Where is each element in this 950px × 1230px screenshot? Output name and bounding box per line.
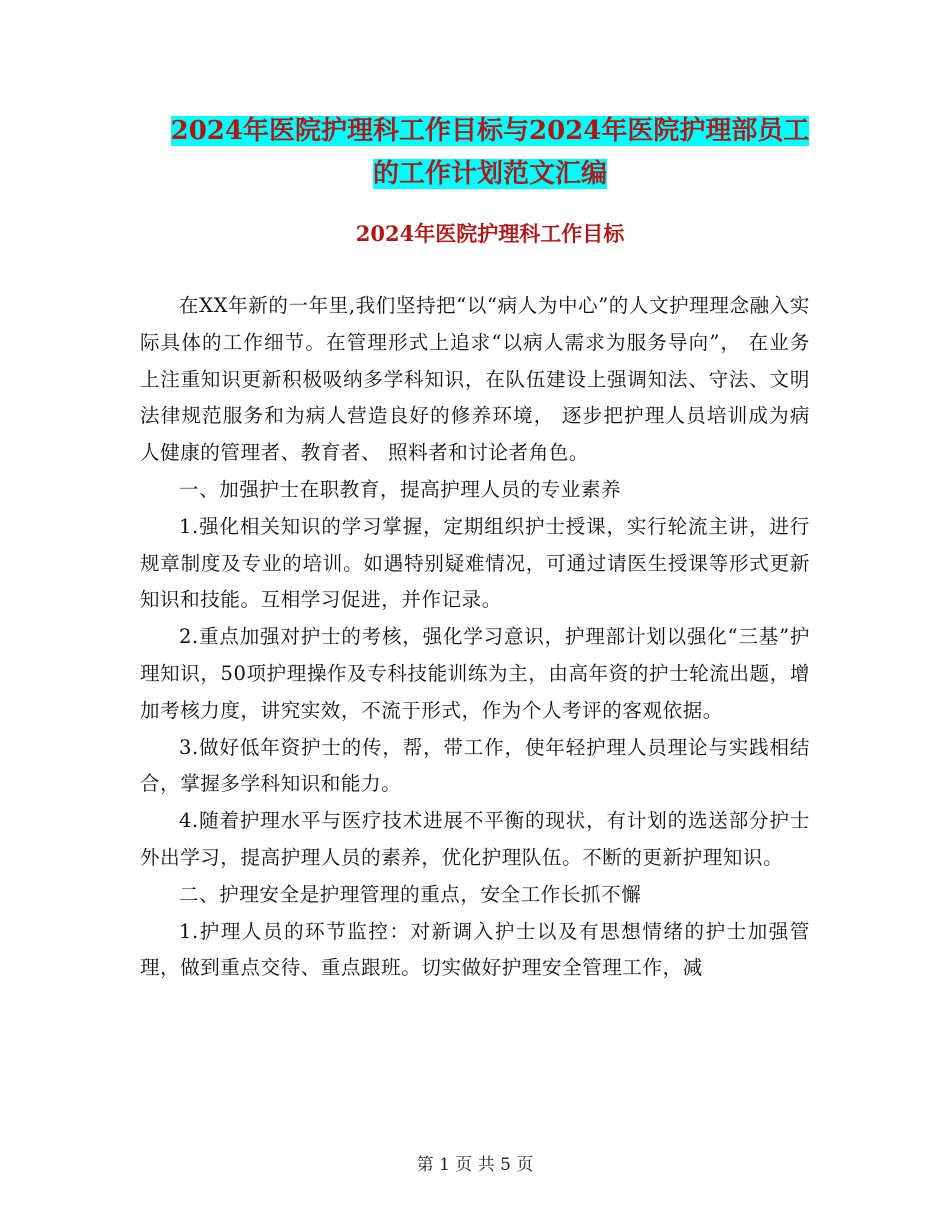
title-line-2: 的工作计划范文汇编 [372, 159, 607, 189]
paragraph: 1.强化相关知识的学习掌握，定期组织护士授课，实行轮流主讲，进行规章制度及专业的培训。如遇特别疑难情况，可通过请医生授课等形式更新知识和技能。互相学习促进，并作记录。 [140, 514, 810, 612]
paragraph: 一、加强护士在职教育，提高护理人员的专业素养 [179, 477, 622, 501]
paragraph: 3.做好低年资护士的传，帮，带工作，使年轻护理人员理论与实践相结合，掌握多学科知识和能力。 [140, 735, 810, 796]
document-title [140, 110, 840, 196]
page-footer: 第 1 页 共 5 页 [416, 1155, 534, 1175]
title-line-1: 2024年医院护理科工作目标与2024年医院护理部员工 [170, 116, 810, 146]
paragraph: 1.护理人员的环节监控：对新调入护士以及有思想情绪的护士加强管理，做到重点交待、重点跟班。切实做好护理安全管理工作，减 [140, 919, 810, 980]
paragraph: 二、护理安全是护理管理的重点，安全工作长抓不懈 [179, 882, 642, 906]
body-text [140, 288, 810, 987]
section-title: 2024年医院护理科工作目标 [355, 221, 625, 246]
paragraph: 4.随着护理水平与医疗技术进展不平衡的现状，有计划的选送部分护士外出学习，提高护理人员的素养，优化护理队伍。不断的更新护理知识。 [140, 809, 810, 869]
paragraph: 2.重点加强对护士的考核，强化学习意识，护理部计划以强化“三基”护理知识，50项护理操作及专科技能训练为主，由高年资的护士轮流出题，增加考核力度，讲究实效，不流于形式，作为个人考评的客观依据。 [140, 625, 810, 722]
paragraph: 在XX年新的一年里,我们坚持把“以“病人为中心”的人文护理理念融入实际具体的工作细节。在管理形式上追求“以病人需求为服务导向”， 在业务上注重知识更新积极吸纳多学科知识，在队伍建设上强调知法、守法、文明法律规范服务和为病人营造良好的修养环境， 逐步把护理人员培训成为病人健康的管理者、教育者、 照料者和讨论者角色。 [140, 294, 810, 465]
